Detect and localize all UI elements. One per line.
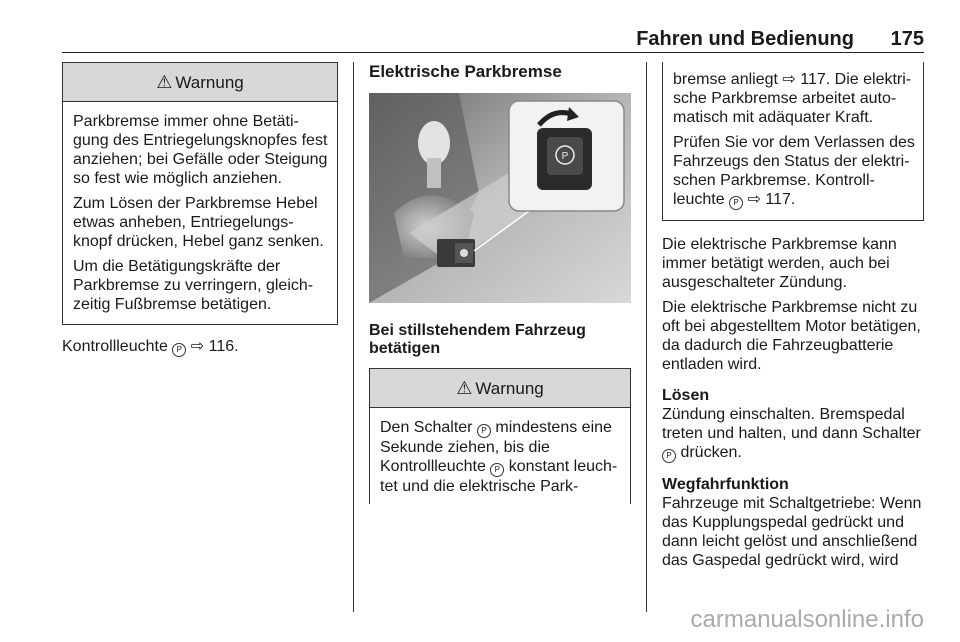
brake-indicator-icon: P <box>490 463 504 477</box>
parking-brake-photo <box>369 93 631 303</box>
warning-paragraph: Zum Lösen der Parkbremse Hebel etwas anheben, Entriegelungs-knopf drücken, Hebel ganz senken. <box>73 195 324 250</box>
brake-indicator-icon: P <box>729 196 743 210</box>
section-heading: Elektrische Parkbremse <box>369 62 562 81</box>
paragraph: Zündung einschalten. Bremspedal treten und halten, und dann Schalter P drücken. <box>662 406 921 461</box>
warning-paragraph: Parkbremse immer ohne Betäti-gung des Entriegelungsknopfes fest anziehen; bei Gefälle oder Steigung so fest wie möglich anziehen. <box>73 113 328 187</box>
warning-icon: ⚠ <box>456 377 473 398</box>
subheading: Bei stillstehendem Fahrzeug betätigen <box>369 322 586 357</box>
column-divider <box>353 62 354 612</box>
warning-title: Warnung <box>175 72 244 92</box>
page-number: 175 <box>890 28 924 50</box>
heading-losen: Lösen <box>662 387 710 404</box>
warning-header <box>370 369 630 408</box>
warning-box <box>62 62 338 325</box>
heading-wegfahrfunktion: Wegfahrfunktion <box>662 476 789 493</box>
section-title: Fahren und Bedienung <box>636 28 854 50</box>
warning-icon: ⚠ <box>156 71 173 92</box>
warning-box <box>369 368 631 504</box>
paragraph: Die elektrische Parkbremse nicht zu oft bei abgestelltem Motor betätigen, da dadurch die Fahrzeugbatterie entladen wird. <box>662 299 921 373</box>
indicator-line: Kontrollleuchte P ⇨ 116. <box>62 338 239 355</box>
page-header <box>62 26 924 53</box>
warning-header <box>63 63 337 102</box>
page-ref-icon: ⇨ <box>747 191 761 208</box>
page-ref: 116. <box>208 338 239 355</box>
warning-paragraph: Den Schalter P mindestens eine Sekunde ziehen, bis die Kontrollleuchte P konstant leuch-tet und die elektrische Park- <box>380 419 618 495</box>
warning-paragraph: Um die Betätigungskräfte der Parkbremse zu verringern, gleich-zeitig Fußbremse betätigen. <box>73 258 314 313</box>
brake-indicator-icon: P <box>172 343 186 357</box>
svg-text:P: P <box>561 151 569 162</box>
paragraph: Die elektrische Parkbremse kann immer betätigt werden, auch bei ausgeschalteter Zündung. <box>662 236 897 291</box>
column-divider <box>646 62 647 612</box>
paragraph: Fahrzeuge mit Schaltgetriebe: Wenn das Kupplungspedal gedrückt und dann leicht gelöst und anschließend das Gaspedal gedrückt wird, wird <box>662 495 922 569</box>
warning-body <box>63 102 337 324</box>
warning-paragraph: Prüfen Sie vor dem Verlassen des Fahrzeugs den Status der elektri-schen Parkbremse. Kontroll-leuchte P ⇨ 117. <box>673 134 915 208</box>
page-ref-icon: ⇨ <box>782 71 796 88</box>
warning-paragraph: bremse anliegt ⇨ 117. Die elektri-sche Parkbremse arbeitet auto-matisch mit adäquater Kraft. <box>673 71 912 126</box>
page-ref-icon: ⇨ <box>190 338 205 355</box>
brake-switch-icon: P <box>477 424 491 438</box>
column-2 <box>369 62 631 504</box>
brake-switch-icon: P <box>662 449 676 463</box>
warning-body <box>370 408 630 504</box>
warning-continuation <box>662 62 924 221</box>
warning-title: Warnung <box>475 378 544 398</box>
column-3 <box>662 62 924 570</box>
watermark: carmanualsonline.info <box>690 606 924 633</box>
column-1 <box>62 62 338 357</box>
